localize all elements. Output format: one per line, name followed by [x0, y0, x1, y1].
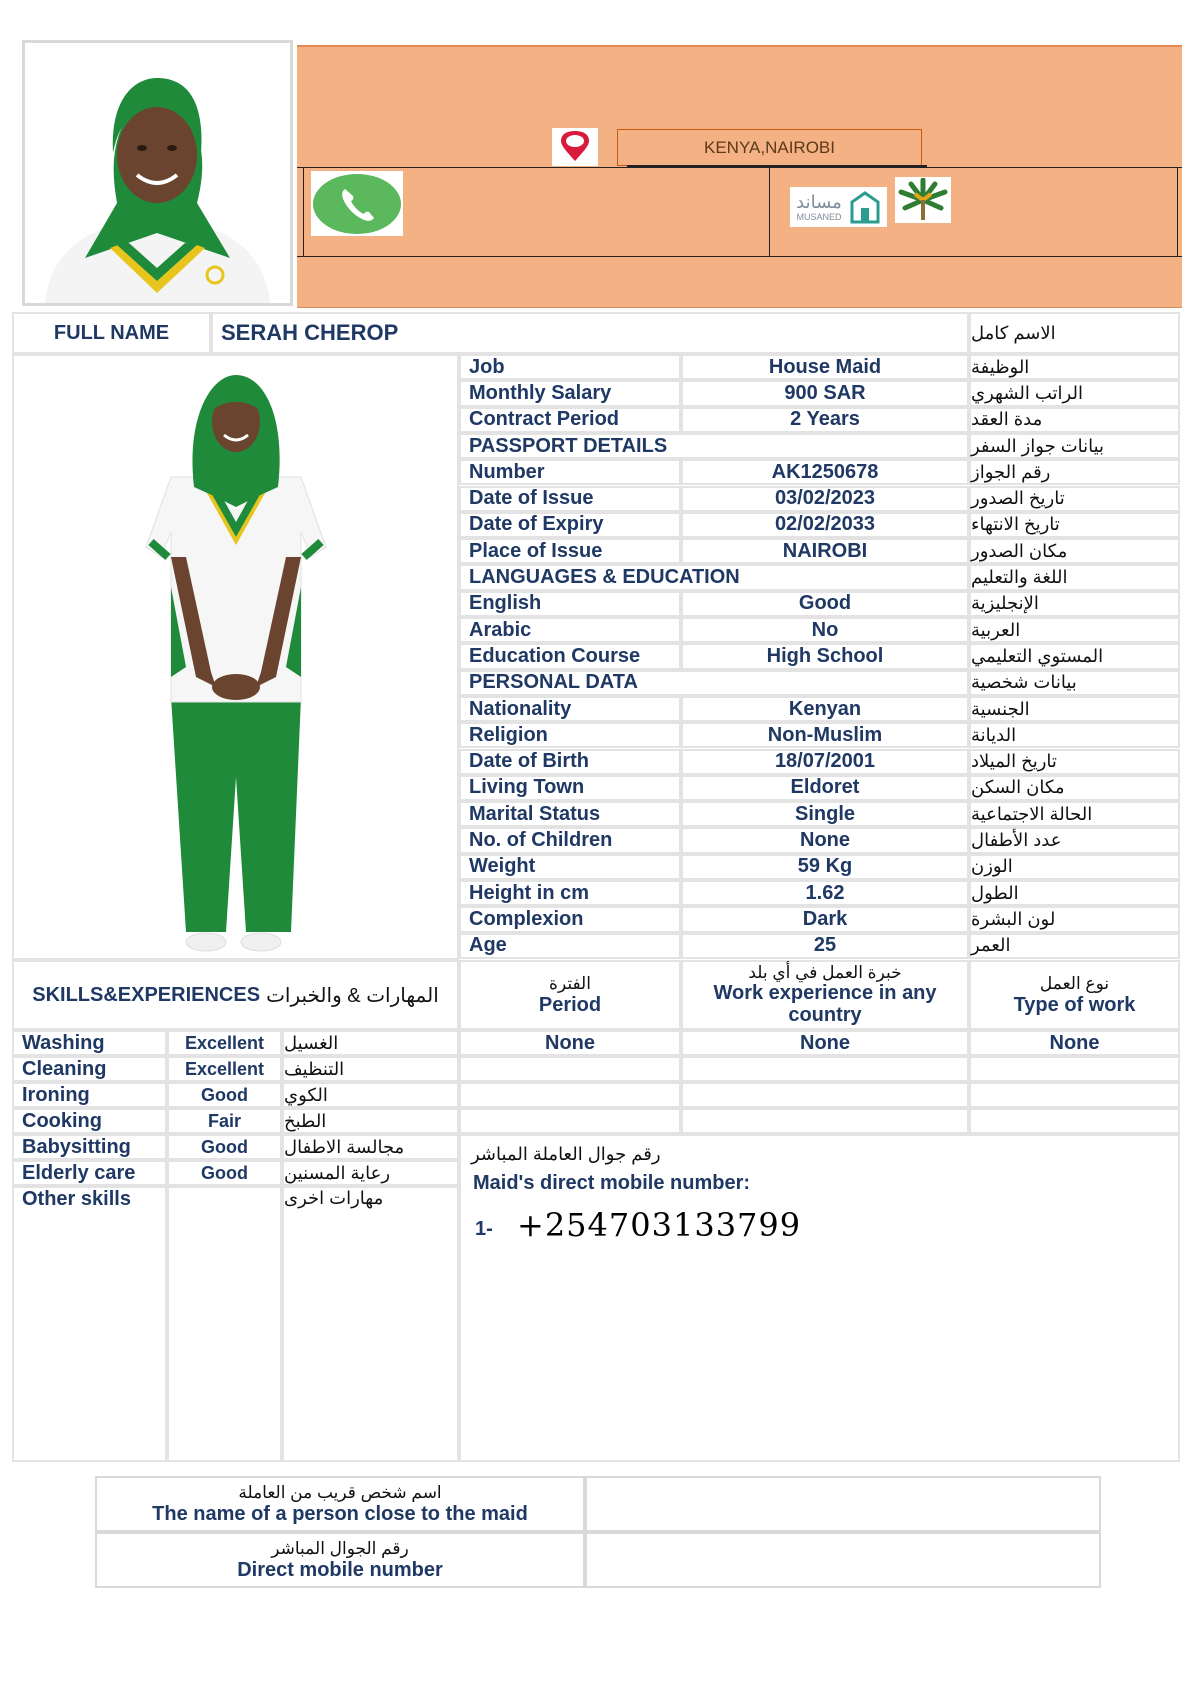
experience-empty-cell [969, 1108, 1180, 1134]
detail-label-ar: مكان السكن [969, 775, 1180, 801]
portrait-illustration [25, 43, 290, 303]
period-header: Period [538, 993, 602, 1016]
skills-header-ar: المهارات & والخبرات [266, 984, 439, 1007]
skill-name: Cleaning [12, 1056, 167, 1082]
detail-label-ar: العمر [969, 933, 1180, 959]
experience-empty-cell [969, 1056, 1180, 1082]
skill-name-ar: مجالسة الاطفال [282, 1134, 459, 1160]
musaned-logo [790, 187, 887, 227]
detail-value: Kenyan [681, 696, 969, 722]
skill-level [167, 1186, 282, 1462]
detail-value: None [681, 827, 969, 853]
detail-value: 02/02/2033 [681, 512, 969, 538]
detail-label: Height in cm [459, 880, 681, 906]
experience-period-header [459, 960, 681, 1030]
detail-label: Education Course [459, 643, 681, 669]
detail-value: 1.62 [681, 880, 969, 906]
full-body-photo [12, 354, 459, 960]
detail-value: 18/07/2001 [681, 749, 969, 775]
detail-label: Number [459, 459, 681, 485]
header-divider [297, 256, 1182, 257]
musaned-arabic: مساند [796, 191, 842, 212]
type-header-ar: نوع العمل [1039, 973, 1110, 993]
detail-label: Job [459, 354, 681, 380]
skill-name: Washing [12, 1030, 167, 1056]
detail-label: Date of Issue [459, 486, 681, 512]
mobile-number: +254703133799 [517, 1206, 802, 1244]
palm-emblem-icon [895, 177, 951, 223]
mobile-block [459, 1134, 1180, 1462]
detail-label-ar: الإنجليزية [969, 591, 1180, 617]
detail-value: House Maid [681, 354, 969, 380]
detail-label-ar: بيانات شخصية [969, 670, 1180, 696]
detail-label-ar: مدة العقد [969, 407, 1180, 433]
full-name-label: FULL NAME [12, 312, 211, 354]
country-header-ar: خبرة العمل في أي بلد [748, 962, 902, 982]
contact-name-label [95, 1476, 585, 1532]
detail-label-ar: الوظيفة [969, 354, 1180, 380]
detail-value: High School [681, 643, 969, 669]
full-name-label-ar: الاسم كامل [969, 312, 1180, 354]
detail-label-ar: مكان الصدور [969, 538, 1180, 564]
contact-mobile-label-ar: رقم الجوال المباشر [271, 1538, 409, 1558]
contact-name-value [585, 1476, 1101, 1532]
detail-label: Religion [459, 722, 681, 748]
detail-label: Date of Expiry [459, 512, 681, 538]
location-text: KENYA,NAIROBI [617, 129, 922, 166]
skill-level: Good [167, 1082, 282, 1108]
skill-level: Excellent [167, 1030, 282, 1056]
section-title: LANGUAGES & EDUCATION [459, 564, 969, 590]
skill-level: Fair [167, 1108, 282, 1134]
experience-period: None [459, 1030, 681, 1056]
detail-label-ar: اللغة والتعليم [969, 564, 1180, 590]
experience-empty-cell [969, 1082, 1180, 1108]
skill-name-ar: التنظيف [282, 1056, 459, 1082]
mobile-index: 1- [475, 1218, 493, 1240]
detail-value: Non-Muslim [681, 722, 969, 748]
experience-type-header [969, 960, 1180, 1030]
detail-value: NAIROBI [681, 538, 969, 564]
section-title: PERSONAL DATA [459, 670, 969, 696]
skill-level: Excellent [167, 1056, 282, 1082]
detail-label-ar: تاريخ الميلاد [969, 749, 1180, 775]
detail-value: Single [681, 801, 969, 827]
skills-header [12, 960, 459, 1030]
detail-label-ar: تاريخ الانتهاء [969, 512, 1180, 538]
contact-mobile-value [585, 1532, 1101, 1588]
detail-label-ar: المستوي التعليمي [969, 643, 1180, 669]
detail-label: English [459, 591, 681, 617]
detail-label: Age [459, 933, 681, 959]
detail-value: Eldoret [681, 775, 969, 801]
detail-label: Nationality [459, 696, 681, 722]
section-title: PASSPORT DETAILS [459, 433, 969, 459]
detail-label-ar: عدد الأطفال [969, 827, 1180, 853]
skill-name: Ironing [12, 1082, 167, 1108]
detail-label: Arabic [459, 617, 681, 643]
detail-value: 2 Years [681, 407, 969, 433]
detail-label: Complexion [459, 906, 681, 932]
skills-header-en: SKILLS&EXPERIENCES [32, 983, 261, 1006]
detail-label-ar: الجنسية [969, 696, 1180, 722]
header-divider [303, 167, 304, 257]
detail-label-ar: الوزن [969, 854, 1180, 880]
detail-value: 25 [681, 933, 969, 959]
experience-type: None [969, 1030, 1180, 1056]
contact-name-label-ar: اسم شخص قريب من العاملة [238, 1482, 442, 1502]
experience-empty-cell [459, 1108, 681, 1134]
experience-empty-cell [459, 1056, 681, 1082]
header-divider [1177, 167, 1178, 257]
header-divider [297, 167, 1182, 168]
skill-name: Other skills [12, 1186, 167, 1462]
detail-label-ar: الحالة الاجتماعية [969, 801, 1180, 827]
contact-name-label-en: The name of a person close to the maid [152, 1502, 528, 1525]
experience-country-header [681, 960, 969, 1030]
mobile-label: Maid's direct mobile number: [473, 1172, 751, 1194]
detail-value: 59 Kg [681, 854, 969, 880]
full-name-value: SERAH CHEROP [211, 312, 969, 354]
detail-value: 03/02/2023 [681, 486, 969, 512]
skill-name: Cooking [12, 1108, 167, 1134]
skill-name-ar: مهارات اخرى [282, 1186, 459, 1462]
experience-empty-cell [459, 1082, 681, 1108]
header-divider [769, 167, 770, 257]
detail-label-ar: الديانة [969, 722, 1180, 748]
contact-mobile-label [95, 1532, 585, 1588]
skill-name-ar: رعاية المسنين [282, 1160, 459, 1186]
detail-label-ar: لون البشرة [969, 906, 1180, 932]
skill-level: Good [167, 1134, 282, 1160]
detail-value: No [681, 617, 969, 643]
experience-empty-cell [681, 1082, 969, 1108]
detail-label-ar: بيانات جواز السفر [969, 433, 1180, 459]
country-header: Work experience in any country [713, 982, 937, 1027]
header-banner [297, 45, 1182, 308]
experience-empty-cell [681, 1108, 969, 1134]
full-body-illustration [116, 357, 356, 957]
skill-level: Good [167, 1160, 282, 1186]
contact-mobile-label-en: Direct mobile number [237, 1558, 443, 1581]
detail-label: Contract Period [459, 407, 681, 433]
detail-value: 900 SAR [681, 380, 969, 406]
skill-name: Babysitting [12, 1134, 167, 1160]
detail-value: Good [681, 591, 969, 617]
detail-label: Marital Status [459, 801, 681, 827]
period-header-ar: الفترة [549, 973, 591, 993]
skill-name-ar: الغسيل [282, 1030, 459, 1056]
detail-value: Dark [681, 906, 969, 932]
detail-value: AK1250678 [681, 459, 969, 485]
skill-name-ar: الطبخ [282, 1108, 459, 1134]
experience-country: None [681, 1030, 969, 1056]
detail-label: Living Town [459, 775, 681, 801]
experience-empty-cell [681, 1056, 969, 1082]
detail-label: Weight [459, 854, 681, 880]
musaned-house-icon [848, 190, 882, 224]
location-underline [627, 165, 927, 167]
detail-label-ar: تاريخ الصدور [969, 486, 1180, 512]
skill-name-ar: الكوي [282, 1082, 459, 1108]
type-header: Type of work [1013, 993, 1136, 1016]
detail-label: Monthly Salary [459, 380, 681, 406]
detail-label-ar: الراتب الشهري [969, 380, 1180, 406]
detail-label-ar: رقم الجواز [969, 459, 1180, 485]
detail-label: Place of Issue [459, 538, 681, 564]
mobile-label-ar: رقم جوال العاملة المباشر [471, 1144, 661, 1164]
detail-label: Date of Birth [459, 749, 681, 775]
detail-label-ar: العربية [969, 617, 1180, 643]
phone-icon [311, 171, 403, 236]
detail-label-ar: الطول [969, 880, 1180, 906]
skill-name: Elderly care [12, 1160, 167, 1186]
map-pin-icon [552, 128, 598, 166]
portrait-photo [22, 40, 293, 306]
detail-label: No. of Children [459, 827, 681, 853]
musaned-latin: MUSANED [796, 211, 842, 222]
